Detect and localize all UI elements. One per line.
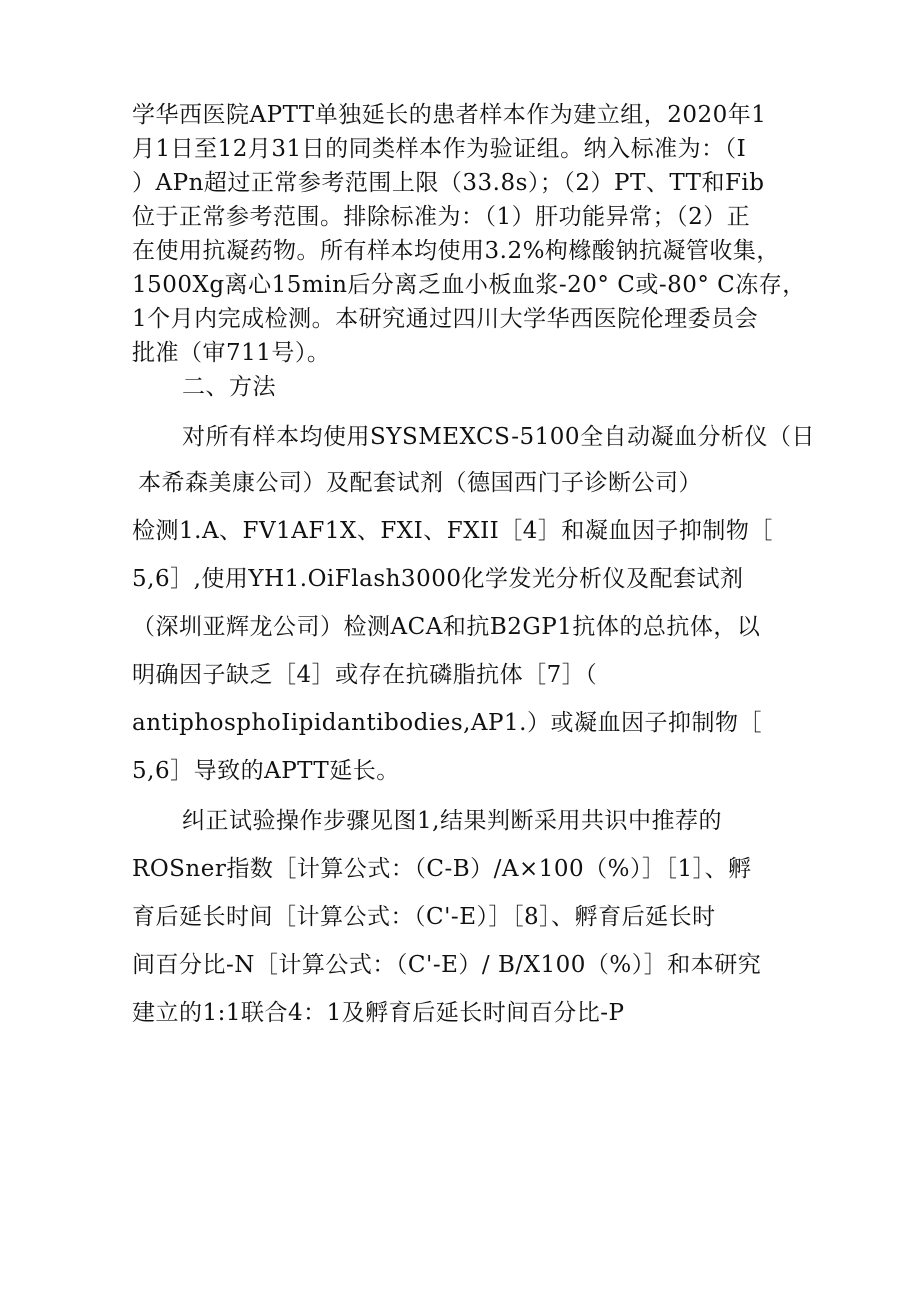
text-line: 位于正常参考范围。排除标准为：（1）肝功能异常；（2）正 — [132, 204, 751, 230]
text-line: 月1日至12月31日的同类样本作为验证组。纳入标准为：（I — [132, 136, 747, 162]
text-line: （深圳亚辉龙公司）检测ACA和抗B2GP1抗体的总抗体，以 — [132, 614, 761, 640]
section-heading: 二、方法 — [182, 374, 276, 400]
text-line: 1500Xg离心15min后分离乏血小板血浆-20° C或-80° C冻存， — [132, 272, 806, 298]
text-line: 5,6］,使用YH1.OiFlash3000化学发光分析仪及配套试剂 — [132, 566, 744, 592]
text-line: 在使用抗凝药物。所有样本均使用3.2%枸橼酸钠抗凝管收集， — [132, 238, 780, 264]
text-line: antiphosphoIipidantibodies,AP1.）或凝血因子抑制物［ — [132, 710, 762, 736]
text-line: 间百分比-N［计算公式：（C'-E）/ B/X100（%）］和本研究 — [132, 952, 762, 978]
text-line: ROSner指数［计算公式：（C-B）/A×100（%）］［1］、孵 — [132, 856, 752, 882]
text-line: 本希森美康公司）及配套试剂（德国西门子诊断公司） — [138, 470, 702, 496]
text-line: 育后延长时间［计算公式：（C'-E）］［8］、孵育后延长时 — [132, 904, 716, 930]
text-line: ）APn超过正常参考范围上限（33.8s）；（2）PT、TT和Fib — [132, 170, 765, 196]
text-line: 对所有样本均使用SYSMEXCS-5100全自动凝血分析仪（日 — [182, 424, 816, 450]
text-line: 1个月内完成检测。本研究通过四川大学华西医院伦理委员会 — [132, 306, 759, 332]
text-line: 学华西医院APTT单独延长的患者样本作为建立组，2020年1 — [132, 102, 767, 128]
text-line: 纠正试验操作步骤见图1,结果判断采用共识中推荐的 — [182, 808, 722, 834]
text-line: 5,6］导致的APTT延长。 — [132, 758, 400, 784]
text-line: 明确因子缺乏［4］或存在抗磷脂抗体［7］（ — [132, 662, 598, 688]
text-line: 检测1.A、FV1AF1X、FXI、FXII［4］和凝血因子抑制物［ — [132, 518, 773, 544]
text-line: 建立的1:1联合4：1及孵育后延长时间百分比-P — [132, 1000, 625, 1026]
text-line: 批准（审711号）。 — [132, 340, 331, 366]
